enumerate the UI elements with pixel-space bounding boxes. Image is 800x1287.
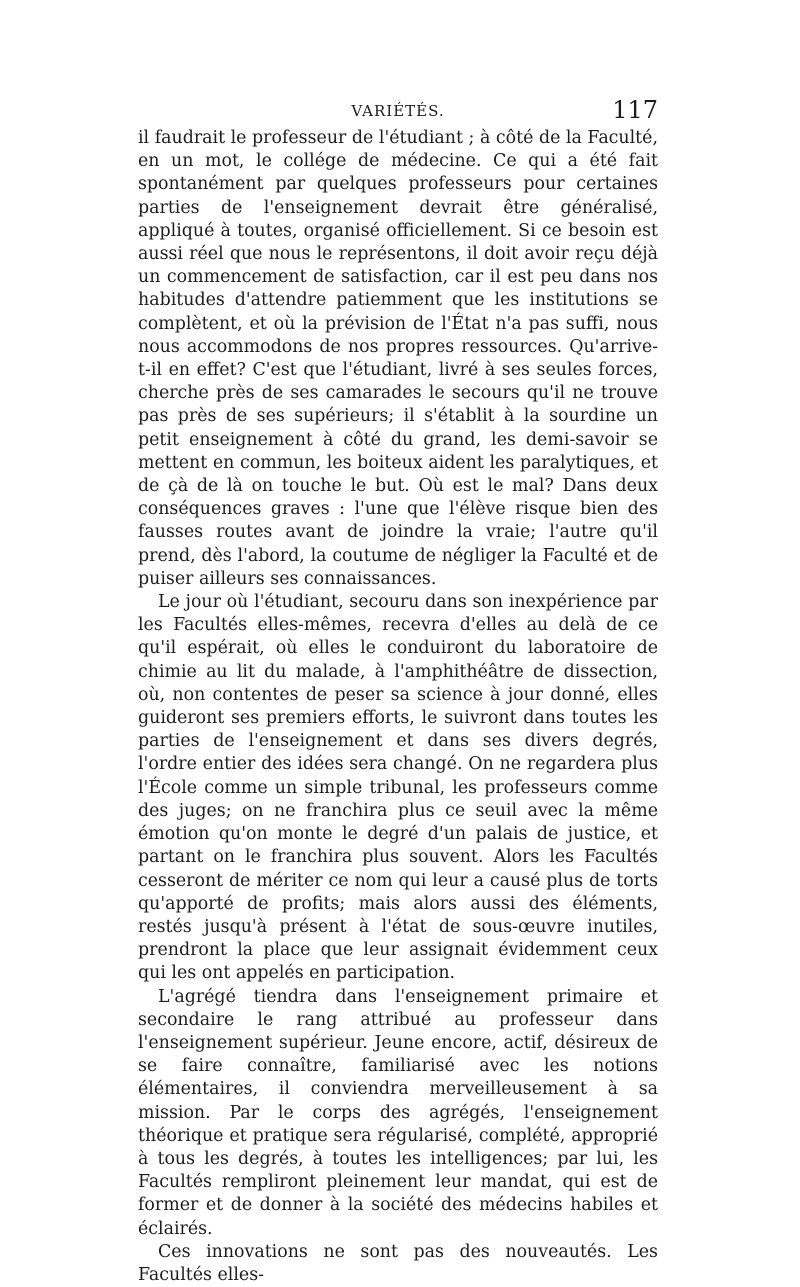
paragraph: Ces innovations ne sont pas des nouveautés. Les Facultés elles-	[138, 1241, 658, 1285]
paragraph-continued: il faudrait le professeur de l'étudiant ; à côté de la Faculté, en un mot, le collége de médecine. Ce qui a été fait spontanément par quelques professeurs pour certaines parties de l'enseignement devrait être généralisé, appliqué à toutes, organisé officiellement. Si ce besoin est aussi réel que nous le représentons, il doit avoir reçu déjà un commencement de satisfaction, car il est peu dans nos habitudes d'attendre patiemment que les institutions se complètent, et où la prévision de l'État n'a pas suffi, nous nous accommodons de nos propres ressources. Qu'arrive-t-il en effet? C'est que l'étudiant, livré à ses seules forces, cherche près de ses camarades le secours qu'il ne trouve pas près de ses supérieurs; il s'établit à la sourdine un petit enseignement à côté du grand, les demi-savoir se mettent en commun, les boiteux aident les paralytiques, et de çà de là on touche le but. Où est le mal? Dans deux conséquences graves : l'une que l'élève risque bien des fausses routes avant de joindre la vraie; l'autre qu'il prend, dès l'abord, la coutume de négliger la Faculté et de puiser ailleurs ses connaissances.	[138, 128, 658, 589]
running-header	[138, 98, 658, 126]
paragraph: L'agrégé tiendra dans l'enseignement primaire et secondaire le rang attribué au professeur dans l'enseignement supérieur. Jeune encore, actif, désireux de se faire connaître, familiarisé avec les notions élémentaires, il conviendra merveilleusement à sa mission. Par le corps des agrégés, l'enseignement théorique et pratique sera régularisé, complété, approprié à tous les degrés, à toutes les intelligences; par lui, les Facultés rempliront pleinement leur mandat, qui est de former et de donner à la société des médecins habiles et éclairés.	[138, 986, 658, 1239]
page-number: 117	[612, 96, 658, 124]
body-text	[138, 127, 658, 1287]
paragraph: Le jour où l'étudiant, secouru dans son inexpérience par les Facultés elles-mêmes, recevra d'elles au delà de ce qu'il espérait, où elles le conduiront du laboratoire de chimie au lit du malade, à l'amphithéâtre de dissection, où, non contentes de peser sa science à jour donné, elles guideront ses premiers efforts, le suivront dans toutes les parties de l'enseignement et dans ses divers degrés, l'ordre entier des idées sera changé. On ne regardera plus l'École comme un simple tribunal, les professeurs comme des juges; on ne franchira plus ce seuil avec la même émotion qu'on monte le degré d'un palais de justice, et partant on le franchira plus souvent. Alors les Facultés cesseront de mériter ce nom qui leur a causé plus de torts qu'apporté de profits; mais alors aussi des éléments, restés jusqu'à présent à l'état de sous-œuvre inutiles, prendront la place que leur assignait évidemment ceux qui les ont appelés en participation.	[138, 592, 658, 984]
running-title: VARIÉTÉS.	[351, 102, 445, 120]
